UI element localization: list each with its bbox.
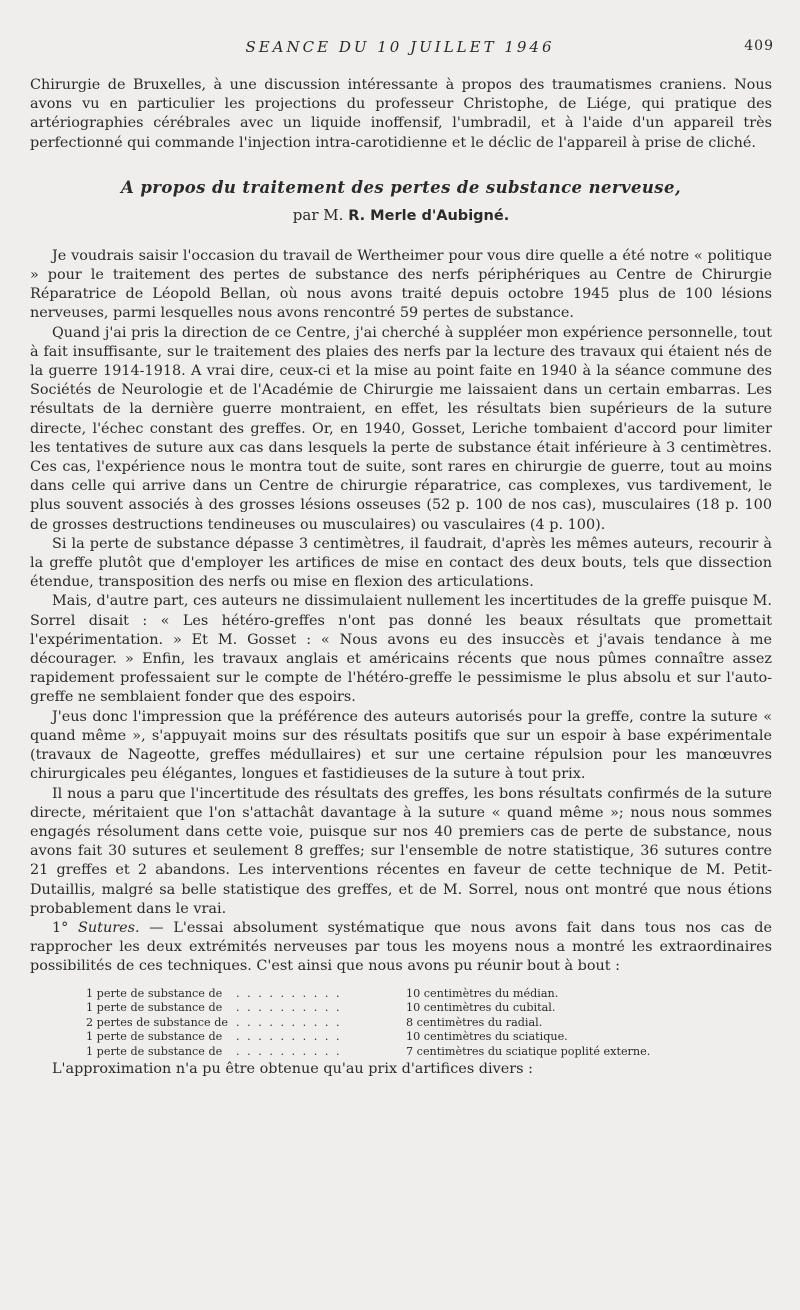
row-value: 10 centimètres du sciatique. [406,1030,568,1044]
row-label: 1 perte de substance de [86,986,223,1000]
paragraph-6: Il nous a paru que l'incertitude des résultats des greffes, les bons résultats confirmés de la suture directe, méritaient que l'on s'attachât davantage à la suture « quand même »; nous nous sommes engagés résolument dans cette voie, puisque sur nos 40 premiers cas de perte de substance, nous avons fait 30 sutures et seulement 8 greffes; sur l'ensemble de notre statistique, 36 sutures contre 21 greffes et 2 abandons. Les interventions récentes en faveur de cette technique de M. Petit-Dutaillis, malgré sa belle statistique des greffes, et de M. Sorrel, nous ont montré que nous étions probablement dans le vrai. [30,785,772,917]
row-label: 2 pertes de substance de [86,1015,229,1029]
row-value: 7 centimètres du sciatique poplité externe. [406,1044,651,1058]
row-dots: . . . . . . . . . . [236,1030,342,1044]
paragraph-2: Quand j'ai pris la direction de ce Centre, j'ai cherché à suppléer mon expérience personnelle, tout à fait insuffisante, sur le traitement des plaies des nerfs par la lecture des travaux qui étaient nés de la guerre 1914-1918. A vrai dire, ceux-ci et la mise au point faite en 1940 à la séance commune des Sociétés de Neurologie et de l'Académie de Chirurgie me laissaient dans un certain embarras. Les résultats de la dernière guerre montraient, en effet, les résultats bien supérieurs de la suture directe, l'échec constant des greffes. Or, en 1940, Gosset, Leriche tombaient d'accord pour limiter les tentatives de suture aux cas dans lesquels la perte de substance était inférieure à 3 centimètres. Ces cas, l'expérience nous le montra tout de suite, sont rares en chirurgie de guerre, tout au moins dans celle qui arrive dans un Centre de chirurgie réparatrice, cas complexes, vus tardivement, le plus souvent associés à des grosses lésions osseuses (52 p. 100 de nos cas), musculaires (18 p. 100 de grosses destructions tendineuses ou musculaires) ou vasculaires (4 p. 100). [30,324,772,533]
author-name: R. Merle d'Aubigné. [348,207,510,224]
body-text [30,76,772,1079]
byline-prefix: par M. [292,205,344,224]
row-label: 1 perte de substance de [86,1030,223,1044]
section-number: 1° [52,919,69,936]
section-label: Sutures. [78,919,140,936]
section-text: — L'essai absolument systématique que nous avons fait dans tous nos cas de rapprocher les deux extrémités nerveuses par tous les moyens nous a montré les extraordinaires possibilités de ces techniques. C'est ainsi que nous avons pu réunir bout à bout : [30,919,772,975]
article-title: A propos du traitement des pertes de substance nerveuse, [121,177,681,197]
paragraph-1: Je voudrais saisir l'occasion du travail de Wertheimer pour vous dire quelle a été notre « politique » pour le traitement des pertes de substance des nerfs périphériques au Centre de Chirurgie Réparatrice de Léopold Bellan, où nous avons traité depuis octobre 1945 plus de 100 lésions nerveuses, parmi lesquelles nous avons rencontré 59 pertes de substance. [30,247,772,322]
row-dots: . . . . . . . . . . [236,1044,342,1058]
running-title: SEANCE DU 10 JUILLET 1946 [245,38,555,56]
page-header [0,38,800,58]
suture-table [86,987,650,1060]
paragraph-4: Mais, d'autre part, ces auteurs ne dissimulaient nullement les incertitudes de la greffe puisque M. Sorrel disait : « Les hétéro-greffes n'ont pas donné les beaux résultats que promettait l'expérimentation. » Et M. Gosset : « Nous avons eu des insuccès et j'avais tendance à me décourager. » Enfin, les travaux anglais et américains récents que nous pûmes connaître assez rapidement professaient sur le compte de l'hétéro-greffe le pessimisme le plus absolu et sur l'auto-greffe ne semblaient fonder que des espoirs. [30,593,772,706]
table-row [86,987,650,1002]
article-byline [30,204,772,227]
article-heading [30,177,772,227]
table-row [86,1001,650,1016]
table-row [86,1016,650,1031]
paragraph-5: J'eus donc l'impression que la préférence des auteurs autorisés pour la greffe, contre la suture « quand même », s'appuyait moins sur des résultats positifs que sur un espoir à base expérimentale (travaux de Nageotte, greffes médullaires) et sur une certaine répulsion pour les manœuvres chirurgicales peu élégantes, longues et fastidieuses de la suture à tout prix. [30,708,772,783]
row-label: 1 perte de substance de [86,1001,223,1015]
paragraph-3: Si la perte de substance dépasse 3 centimètres, il faudrait, d'après les mêmes auteurs, recourir à la greffe plutôt que d'employer les artifices de mise en contact des deux bouts, tels que dissection étendue, transposition des nerfs ou mise en flexion des articulations. [30,535,772,591]
row-dots: . . . . . . . . . . [236,986,342,1000]
closing-line: L'approximation n'a pu être obtenue qu'au prix d'artifices divers : [52,1060,533,1077]
table-row [86,1030,650,1045]
page-number: 409 [744,38,774,54]
row-value: 8 centimètres du radial. [406,1015,543,1029]
section-sutures [30,919,772,977]
row-value: 10 centimètres du cubital. [406,1001,556,1015]
table-row [86,1045,650,1060]
row-dots: . . . . . . . . . . [236,1001,342,1015]
row-label: 1 perte de substance de [86,1044,223,1058]
row-dots: . . . . . . . . . . [236,1015,342,1029]
intro-paragraph: Chirurgie de Bruxelles, à une discussion intéressante à propos des traumatismes craniens. Nous avons vu en particulier les projections du professeur Christophe, de Liége, qui pratique des artériographies cérébrales avec un liquide inoffensif, l'umbradil, et à l'aide d'un appareil très perfectionné qui commande l'injection intra-carotidienne et le déclic de l'appareil à prise de cliché. [30,77,772,151]
row-value: 10 centimètres du médian. [406,986,559,1000]
